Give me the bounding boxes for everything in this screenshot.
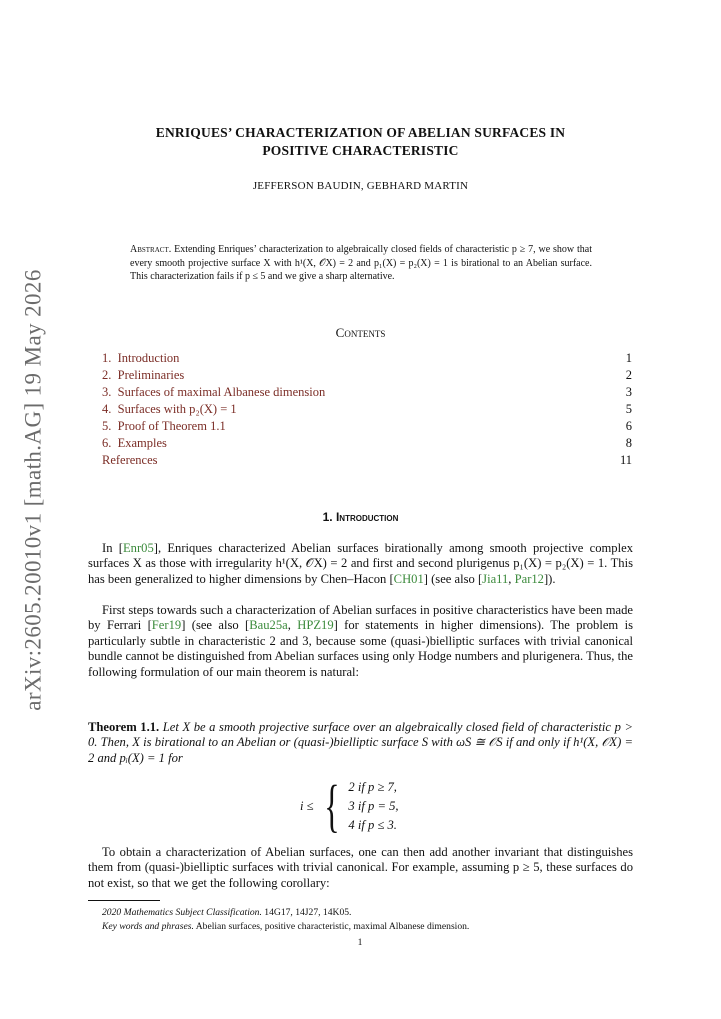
left-brace-icon: { [323, 773, 340, 838]
paper-title [88, 124, 633, 160]
section-title: Introduction [335, 510, 399, 524]
case-item: 4 if p ≤ 3. [348, 817, 397, 832]
toc-entry-link[interactable]: 4. Surfaces with p₂(X) = 1 [102, 402, 237, 416]
citation-link[interactable]: Par12 [514, 571, 544, 586]
arxiv-stamp-text: arXiv:2605.20010v1 [math.AG] 19 May 2026 [21, 269, 47, 711]
toc-entry[interactable] [102, 384, 632, 401]
citation-link[interactable]: HPZ19 [297, 618, 334, 633]
case-item: 2 if p ≥ 7, [348, 779, 397, 794]
abstract [130, 243, 592, 284]
footnote-divider [88, 900, 160, 901]
toc-entry-page: 2 [625, 368, 632, 382]
citation-link[interactable]: CH01 [393, 571, 424, 586]
msc-footnote: 2020 Mathematics Subject Classification. 14G17, 14J27, 14K05. [102, 907, 352, 918]
toc-entry-link[interactable]: 2. Preliminaries [102, 368, 185, 382]
citation-link[interactable]: Enr05 [122, 541, 154, 555]
toc-entry[interactable] [102, 401, 632, 418]
keywords-footnote: Key words and phrases. Abelian surfaces, positive characteristic, maximal Albanese dimension. [102, 921, 470, 932]
toc-entry[interactable] [102, 350, 632, 367]
case-item: 3 if p = 5, [348, 798, 399, 813]
toc-entry-page: 11 [619, 453, 632, 467]
theorem-statement: Let X be a smooth projective surface over an algebraically closed field of characteristic p > 0. Then, X is birational to an Abelian or (quasi-)bielliptic surface S with ωS ≅ 𝒪S if and only if h¹(X, 𝒪X) = 2 and pᵢ(X) = 1 for [88, 720, 633, 765]
abstract-label: Abstract. [130, 244, 172, 255]
title-line-2: POSITIVE CHARACTERISTIC [262, 143, 459, 158]
cases-lhs: i ≤ [300, 798, 314, 813]
toc-entry-page: 8 [625, 436, 632, 450]
intro-paragraph-2: First steps towards such a characterization of Abelian surfaces in positive characteristics have been made by Ferrari [Fer19] (see also [Bau25a, HPZ19] for statements in higher dimensions). The problem is particularly subtle in characteristic 2 and 3, because some (quasi-)bielliptic surfaces with trivial canonical bundle cannot be distinguished from Abelian surfaces using only Hodge numbers and plurigenera. Thus, the following formulation of our main theorem is natural: [88, 603, 633, 679]
arxiv-stamp [14, 270, 54, 710]
citation-link[interactable]: Fer19 [151, 618, 182, 633]
toc-entry[interactable] [102, 418, 632, 435]
theorem-1-1 [88, 720, 633, 766]
page-number: 1 [357, 937, 363, 948]
intro-paragraph-1: In [Enr05], Enriques characterized Abelian surfaces birationally among smooth projective complex surfaces X as those with irregularity h¹(X, 𝒪X) = 2 and first and second plurigenus p₁(X) = p₂(X) = 1. This has been generalized to higher dimensions by Chen–Hacon [CH01] (see also [Jia11, Par12]). [88, 541, 633, 586]
toc-entry-link[interactable]: References [102, 453, 158, 467]
case-list [348, 778, 398, 835]
theorem-cases [300, 773, 399, 838]
abstract-text: Extending Enriques’ characterization to algebraically closed fields of characteristic p ≥ 7, we show that every smooth projective surface X with h¹(X, 𝒪X) = 2 and p₁(X) = p₂(X) = 1 is birational to an Abelian surface. This characterization fails if p ≤ 5 and we give a sharp alternative. [130, 244, 592, 283]
authors: JEFFERSON BAUDIN, GEBHARD MARTIN [252, 180, 469, 192]
toc-entry-page: 1 [625, 351, 632, 365]
section-number: 1. [322, 510, 333, 524]
toc-entry-page: 5 [625, 402, 632, 416]
toc-entry-page: 3 [625, 385, 632, 399]
title-line-1: ENRIQUES’ CHARACTERIZATION OF ABELIAN SURFACES IN [155, 125, 566, 140]
toc-entry-references[interactable] [102, 452, 632, 469]
footnotes [102, 906, 632, 934]
toc-entry-link[interactable]: 1. Introduction [102, 351, 180, 365]
contents-heading: Contents [335, 325, 386, 340]
toc-entry-link[interactable]: 6. Examples [102, 436, 167, 450]
toc-entry-link[interactable]: 5. Proof of Theorem 1.1 [102, 419, 226, 433]
citation-link[interactable]: Jia11 [482, 571, 509, 586]
toc-entry[interactable] [102, 367, 632, 384]
section-heading [88, 510, 633, 524]
toc-entry-link[interactable]: 3. Surfaces of maximal Albanese dimension [102, 385, 326, 399]
toc-entry-page: 6 [625, 419, 632, 433]
citation-link[interactable]: Bau25a [249, 618, 288, 633]
toc-entry[interactable] [102, 435, 632, 452]
theorem-label: Theorem 1.1. [88, 720, 160, 734]
table-of-contents [102, 350, 632, 469]
intro-paragraph-3: To obtain a characterization of Abelian surfaces, one can then add another invariant that distinguishes them from (quasi-)bielliptic surfaces with trivial canonical. For example, assuming p ≥ 5, these surfaces do not exist, so that we get the following corollary: [88, 845, 633, 890]
